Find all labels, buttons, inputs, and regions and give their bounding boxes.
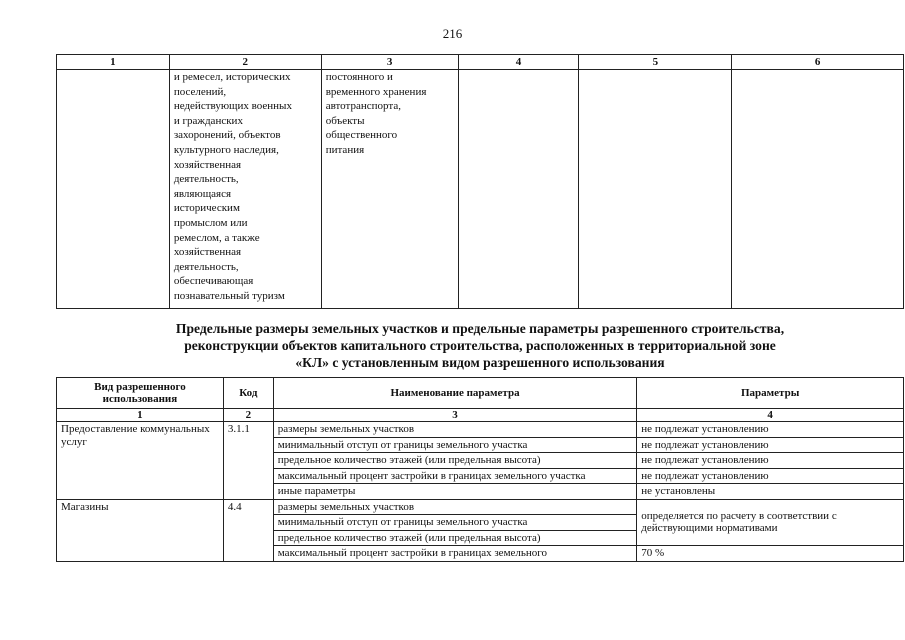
cell-col2 xyxy=(169,70,321,309)
col-number-4: 4 xyxy=(637,409,904,422)
code-cell: 4.4 xyxy=(223,499,273,561)
cell-line: питания xyxy=(325,143,365,156)
cell-line: и гражданских xyxy=(173,114,243,127)
cell-line: обеспечивающая xyxy=(173,275,254,288)
param-value-cell: определяется по расчету в соответствии с действующими нормативами xyxy=(637,499,904,546)
cell-col3 xyxy=(321,70,458,309)
cell-line: являющаяся xyxy=(173,187,232,200)
col-header-6: 6 xyxy=(732,55,904,70)
cell-line: автотранспорта, xyxy=(325,100,401,113)
param-value-cell: не установлены xyxy=(637,484,904,500)
header-param-name: Наименование параметра xyxy=(273,378,637,409)
cell-line: общественного xyxy=(325,129,398,142)
col-number-2: 2 xyxy=(223,409,273,422)
col-header-5: 5 xyxy=(579,55,732,70)
column-number-row xyxy=(57,409,904,422)
section-title xyxy=(56,320,904,371)
continuation-table xyxy=(56,54,904,309)
param-name-cell: минимальный отступ от границы земельного участка xyxy=(273,515,637,531)
cell-col4 xyxy=(458,70,579,309)
header-row xyxy=(57,378,904,409)
param-name-cell: предельное количество этажей (или предельная высота) xyxy=(273,530,637,546)
cell-col6 xyxy=(732,70,904,309)
cell-line: постоянного и xyxy=(325,71,393,83)
cell-line: ремеслом, а также xyxy=(173,231,260,244)
col-number-1: 1 xyxy=(57,409,224,422)
cell-line: и ремесел, исторических xyxy=(173,71,291,83)
col-header-1: 1 xyxy=(57,55,170,70)
param-name-cell: иные параметры xyxy=(273,484,637,500)
cell-line: деятельность, xyxy=(173,260,239,273)
param-value-cell: не подлежат установлению xyxy=(637,468,904,484)
header-type: Вид разрешенного использования xyxy=(57,378,224,409)
param-value-cell: 70 % xyxy=(637,546,904,562)
table-row xyxy=(57,422,904,438)
cell-line: объекты xyxy=(325,114,365,127)
code-cell: 3.1.1 xyxy=(223,422,273,500)
cell-line: захоронений, объектов xyxy=(173,129,281,142)
cell-line: поселений, xyxy=(173,85,227,98)
cell-col5 xyxy=(579,70,732,309)
cell-line: деятельность, xyxy=(173,173,239,186)
param-name-cell: размеры земельных участков xyxy=(273,499,637,515)
cell-line: познавательный туризм xyxy=(173,289,285,302)
param-name-cell: максимальный процент застройки в границах земельного участка xyxy=(273,468,637,484)
header-params: Параметры xyxy=(637,378,904,409)
cell-line: временного хранения xyxy=(325,85,427,98)
param-value-cell: не подлежат установлению xyxy=(637,453,904,469)
header-code: Код xyxy=(223,378,273,409)
param-value-cell: не подлежат установлению xyxy=(637,422,904,438)
col-header-3: 3 xyxy=(321,55,458,70)
section-title-line: «КЛ» с установленным видом разрешенного использования xyxy=(295,355,665,370)
cell-line: хозяйственная xyxy=(173,246,242,259)
col-header-2: 2 xyxy=(169,55,321,70)
table-row xyxy=(57,70,904,309)
cell-line: промыслом или xyxy=(173,216,248,229)
cell-line: хозяйственная xyxy=(173,158,242,171)
param-value-cell: не подлежат установлению xyxy=(637,437,904,453)
cell-line: культурного наследия, xyxy=(173,143,279,156)
parameters-table xyxy=(56,377,904,562)
param-name-cell: размеры земельных участков xyxy=(273,422,637,438)
param-name-cell: максимальный процент застройки в границах земельного xyxy=(273,546,637,562)
cell-col1 xyxy=(57,70,170,309)
cell-line: историческим xyxy=(173,202,240,215)
param-name-cell: предельное количество этажей (или предельная высота) xyxy=(273,453,637,469)
use-type-cell: Магазины xyxy=(57,499,224,561)
param-name-cell: минимальный отступ от границы земельного участка xyxy=(273,437,637,453)
header-row xyxy=(57,55,904,70)
section-title-line: реконструкции объектов капитального строительства, расположенных в территориальной зоне xyxy=(184,338,776,353)
cell-line: недействующих военных xyxy=(173,100,292,113)
col-number-3: 3 xyxy=(273,409,637,422)
table-row xyxy=(57,499,904,515)
page-number: 216 xyxy=(442,26,463,41)
col-header-4: 4 xyxy=(458,55,579,70)
section-title-line: Предельные размеры земельных участков и предельные параметры разрешенного строительства, xyxy=(175,321,785,336)
use-type-cell: Предоставление коммунальных услуг xyxy=(57,422,224,500)
